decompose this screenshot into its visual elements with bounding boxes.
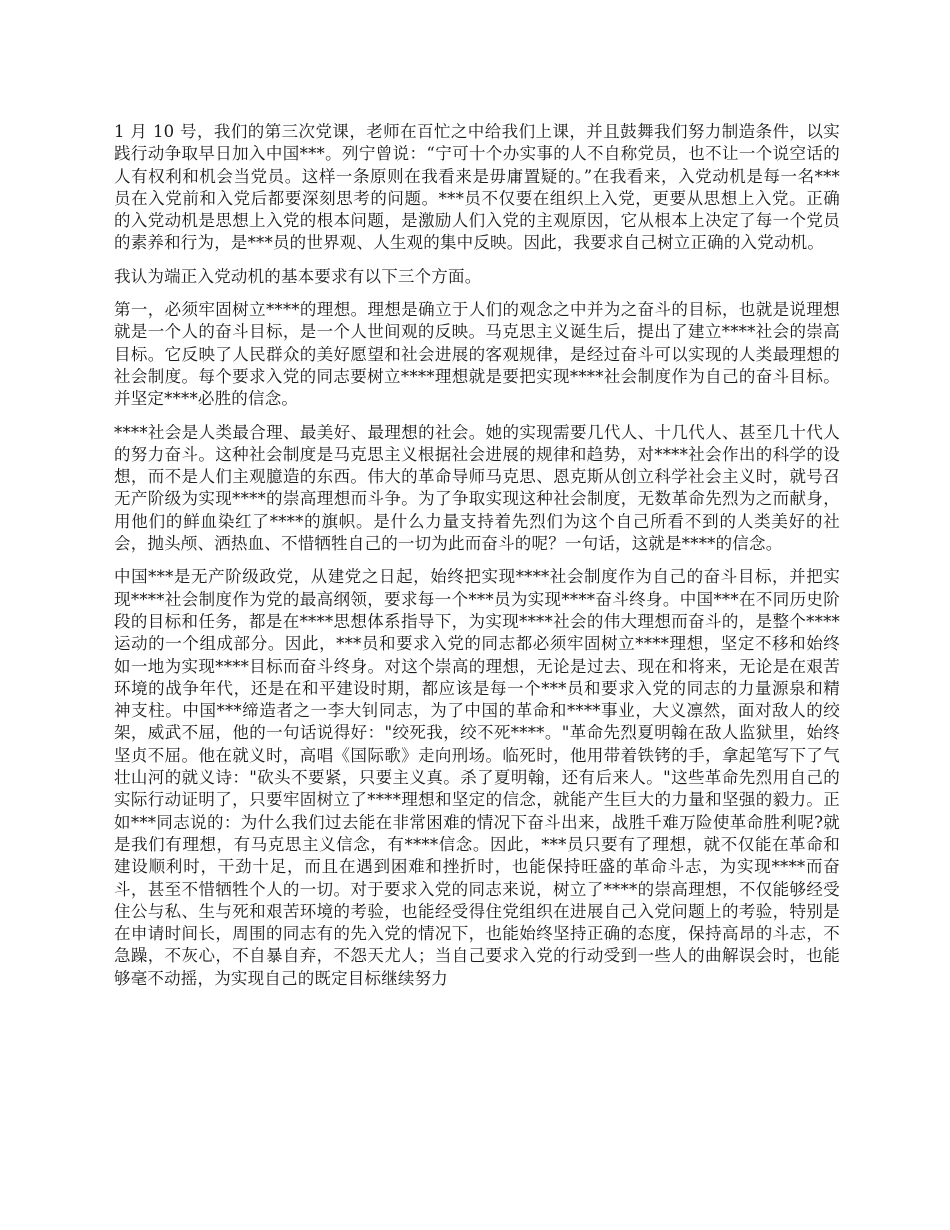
paragraph-party: 中国***是无产阶级政党，从建党之日起，始终把实现****社会制度作为自己的奋斗目标，并把实现****社会制度作为党的最高纲领，要求每一个***员为实现****奋斗终身。中国***在不同历史阶段的目标和任务，都是在****思想体系指导下，为实现****社会的伟大理想而奋斗的，是整个****运动的一个组成部分。因此，***员和要求入党的同志都必须牢固树立****理想，坚定不移和始终如一地为实现****目标而奋斗终身。对这个崇高的理想，无论是过去、现在和将来，无论是在艰苦环境的战争年代，还是在和平建设时期，都应该是每一个***员和要求入党的同志的力量源泉和精神支柱。中国***缔造者之一李大钊同志，为了中国的革命和****事业，大义凛然，面对敌人的绞架，威武不屈，他的一句话说得好："绞死我，绞不死****。"革命先烈夏明翰在敌人监狱里，始终坚贞不屈。他在就义时，高唱《国际歌》走向刑场。临死时，他用带着铁铐的手，拿起笔写下了气壮山河的就义诗："砍头不要紧，只要主义真。杀了夏明翰，还有后来人。"这些革命先烈用自己的实际行动证明了，只要牢固树立了****理想和坚定的信念，就能产生巨大的力量和坚强的毅力。正如***同志说的：为什么我们过去能在非常困难的情况下奋斗出来，战胜千难万险使革命胜利呢?就是我们有理想，有马克思主义信念，有****信念。因此，***员只要有了理想，就不仅能在革命和建设顺利时，干劲十足，而且在遇到困难和挫折时，也能保持旺盛的革命斗志，为实现****而奋斗，甚至不惜牺牲个人的一切。对于要求入党的同志来说，树立了****的崇高理想，不仅能够经受住公与私、生与死和艰苦环境的考验，也能经受得住党组织在进展自己入党问题上的考验，特别是在申请时间长，周围的同志有的先入党的情况下，也能始终坚持正确的态度，保持高昂的斗志，不急躁，不灰心，不自暴自弃，不怨天尤人；当自己要求入党的行动受到一些人的曲解误会时，也能够毫不动摇，为实现自己的既定目标继续努力 [114, 567, 840, 988]
paragraph-first-point: 第一，必须牢固树立****的理想。理想是确立于人们的观念之中并为之奋斗的目标，也就是说理想就是一个人的奋斗目标，是一个人世间观的反映。马克思主义诞生后，提出了建立****社会的崇高目标。它反映了人民群众的美好愿望和社会进展的客观规律，是经过奋斗可以实现的人类最理想的社会制度。每个要求入党的同志要树立****理想就是要把实现****社会制度作为自己的奋斗目标。并坚定****必胜的信念。 [114, 300, 840, 409]
document-body [114, 121, 840, 1001]
paragraph-requirements: 我认为端正入党动机的基本要求有以下三个方面。 [114, 266, 482, 286]
paragraph-intro: 1 月 10 号，我们的第三次党课，老师在百忙之中给我们上课，并且鼓舞我们努力制造条件，以实践行动争取早日加入中国***。列宁曾说：“宁可十个办实事的人不自称党员，也不让一个说空话的人有权利和机会当党员。这样一条原则在我看来是毋庸置疑的。”在我看来，入党动机是每一名***员在入党前和入党后都要深刻思考的问题。***员不仅要在组织上入党，更要从思想上入党。正确的入党动机是思想上入党的根本问题，是激励人们入党的主观原因，它从根本上决定了每一个党员的素养和行为，是***员的世界观、人生观的集中反映。因此，我要求自己树立正确的入党动机。 [114, 122, 840, 253]
paragraph-society: ****社会是人类最合理、最美好、最理想的社会。她的实现需要几代人、十几代人、甚至几十代人的努力奋斗。这种社会制度是马克思主义根据社会进展的规律和趋势，对****社会作出的科学的设想，而不是人们主观臆造的东西。伟大的革命导师马克思、恩克斯从创立科学社会主义时，就号召无产阶级为实现****的崇高理想而斗争。为了争取实现这种社会制度，无数革命先烈为之而献身，用他们的鲜血染红了****的旗帜。是什么力量支持着先烈们为这个自己所看不到的人类美好的社会，抛头颅、洒热血、不惜牺牲自己的一切为此而奋斗的呢？一句话，这就是****的信念。 [114, 422, 840, 554]
